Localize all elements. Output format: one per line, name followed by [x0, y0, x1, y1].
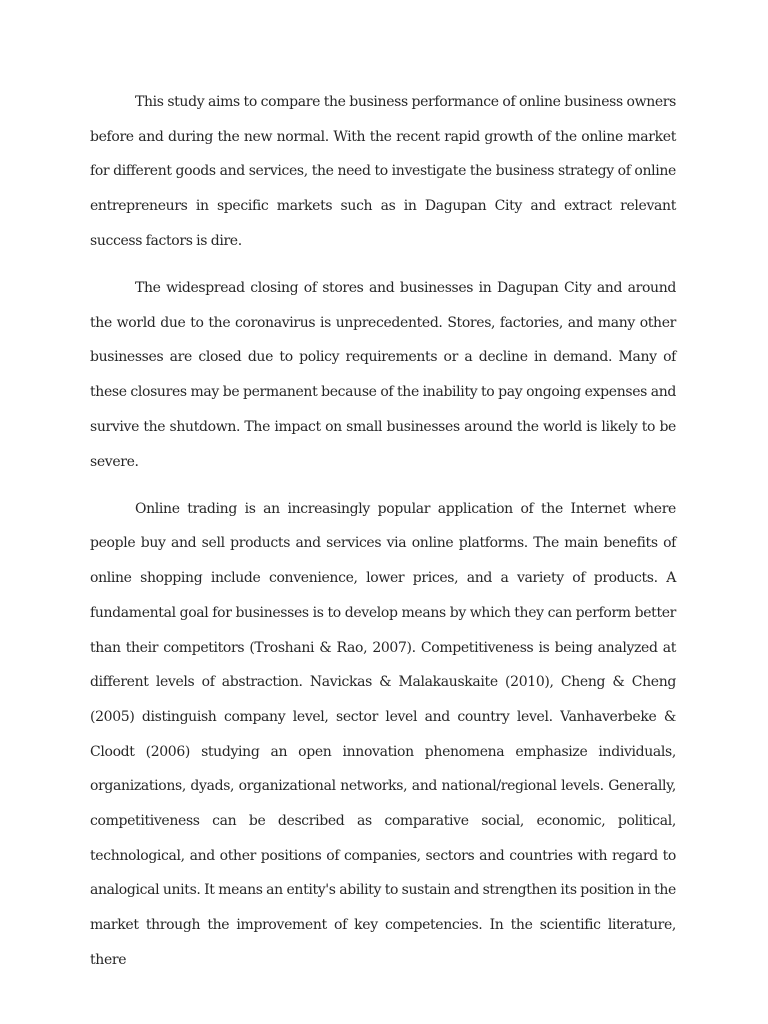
document-body: [90, 85, 676, 990]
paragraph-online-trading: Online trading is an increasingly popular application of the Internet where people buy and sell products and services via online platforms. The main benefits of online shopping include convenience, lower prices, and a variety of products. A fundamental goal for businesses is to develop means by which they can perform better than their competitors (Troshani & Rao, 2007). Competitiveness is being analyzed at different levels of abstraction. Navickas & Malakauskaite (2010), Cheng & Cheng (2005) distinguish company level, sector level and country level. Vanhaverbeke & Cloodt (2006) studying an open innovation phenomena emphasize individuals, organizations, dyads, organizational networks, and national/regional levels. Generally, competitiveness can be described as comparative social, economic, political, technological, and other positions of companies, sectors and countries with regard to analogical units. It means an entity's ability to sustain and strengthen its position in the market through the improvement of key competencies. In the scientific literature, there: [90, 500, 676, 968]
paragraph-study-aim: This study aims to compare the business performance of online business owners before and during the new normal. With the recent rapid growth of the online market for different goods and services, the need to investigate the business strategy of online entrepreneurs in specific markets such as in Dagupan City and extract relevant success factors is dire.: [90, 94, 676, 249]
paragraph-store-closures: The widespread closing of stores and businesses in Dagupan City and around the world due to the coronavirus is unprecedented. Stores, factories, and many other businesses are closed due to policy requirements or a decline in demand. Many of these closures may be permanent because of the inability to pay ongoing expenses and survive the shutdown. The impact on small businesses around the world is likely to be severe.: [90, 280, 676, 470]
